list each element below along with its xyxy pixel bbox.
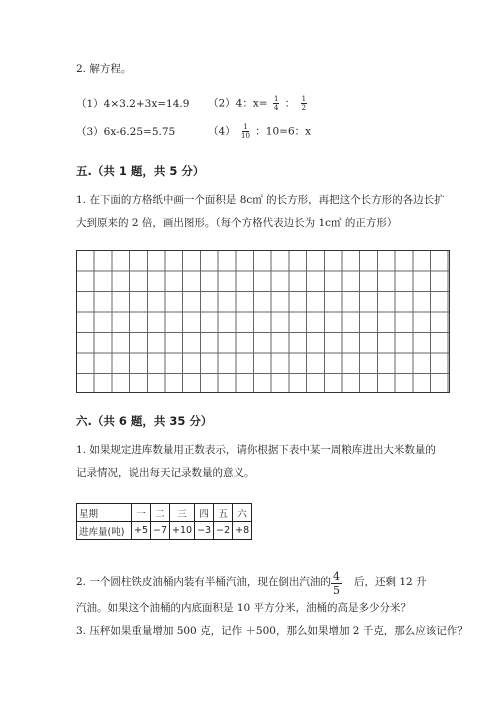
table-cell: 一 <box>132 504 151 522</box>
table-cell: 星期 <box>77 504 132 522</box>
equation-2: （2）4：x= $\frac{1}{4}$ ： $\frac{1}{2}$ <box>208 95 307 112</box>
grid-paper[interactable] <box>76 250 450 393</box>
question-title: 2. 解方程。 <box>76 63 132 75</box>
table-cell: −3 <box>195 522 214 540</box>
question-text: 汽油。如果这个油桶的内底面积是 10 平方分米，油桶的高是多少分米？ <box>76 602 412 614</box>
equation-4: （4） $\frac{1}{10}$ ：10=6：x <box>208 123 312 140</box>
table-cell: 五 <box>214 504 233 522</box>
fraction: $\frac{1}{4}$ <box>273 95 279 112</box>
question-text: 大到原来的 2 倍，画出图形。（每个方格代表边长为 1c㎡ 的正方形） <box>76 217 398 229</box>
table-row <box>77 504 252 522</box>
equation-2-prefix: （2）4：x= <box>208 97 268 110</box>
table-cell: 六 <box>233 504 252 522</box>
table-cell: −2 <box>214 522 233 540</box>
record-table <box>76 503 252 540</box>
question-text: 后，还剩 12 升 <box>354 576 427 588</box>
table-cell: 进库量(吨) <box>77 522 132 540</box>
question-text: 2. 一个圆柱铁皮油桶内装有半桶汽油，现在倒出汽油的 <box>76 576 331 588</box>
question-text: 1. 在下面的方格纸中画一个面积是 8c㎡ 的长方形，再把这个长方形的各边长扩 <box>76 194 445 206</box>
fraction: $\frac{1}{10}$ <box>241 123 250 140</box>
table-cell: 三 <box>170 504 195 522</box>
table-cell: +8 <box>233 522 252 540</box>
table-cell: +5 <box>132 522 151 540</box>
question-text: 记录情况，说出每天记录数量的意义。 <box>76 467 255 479</box>
table-cell: +10 <box>170 522 195 540</box>
section-heading: 五.（共 1 题，共 5 分） <box>76 164 205 178</box>
equation-1: （1）4×3.2+3x=14.9 <box>76 98 190 110</box>
question-text: 3. 压秤如果重量增加 500 克，记作 ＋500，那么如果增加 2 千克，那么应该记作？ <box>76 625 468 637</box>
section-heading: 六.（共 6 题，共 35 分） <box>76 414 213 428</box>
table-cell: 二 <box>151 504 170 522</box>
table-row <box>77 522 252 540</box>
fraction: 4 5 <box>333 570 340 597</box>
equation-3: （3）6x-6.25=5.75 <box>76 126 176 138</box>
fraction: $\frac{1}{2}$ <box>301 95 307 112</box>
question-text: 1. 如果规定进库数量用正数表示，请你根据下表中某一周粮库进出大米数量的 <box>76 444 436 456</box>
table-cell: −7 <box>151 522 170 540</box>
table-cell: 四 <box>195 504 214 522</box>
